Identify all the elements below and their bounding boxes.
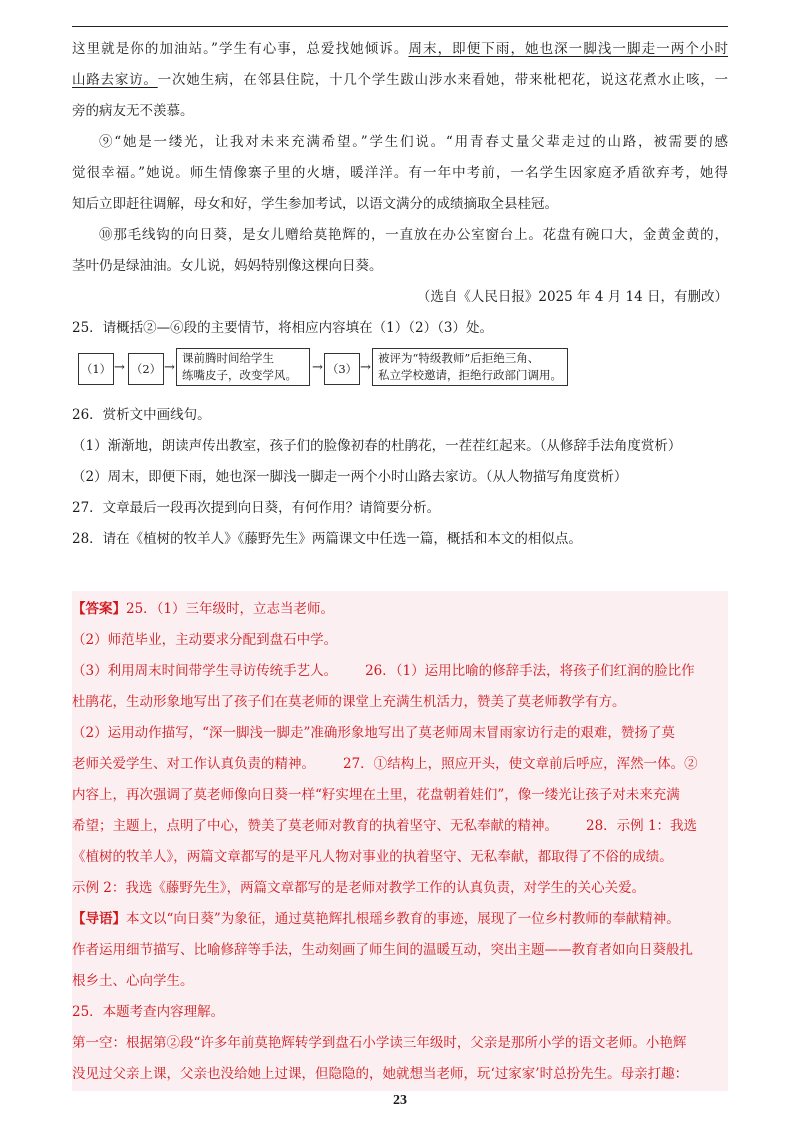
explanation-line: 25．本题考查内容理解。 [72,1004,225,1020]
guide-line: 根乡土、心向学生。 [72,973,194,989]
answer-line [72,656,728,687]
question-28: 28．请在《植树的牧羊人》《藤野先生》两篇课文中任选一篇，概括和本文的相似点。 [72,531,582,547]
passage-line [72,65,728,96]
passage-text: 一次她生病，在邻县住院，十几个学生跋山涉水来看她，带来枇杷花，说这花煮水止咳，一 [157,72,729,88]
answer-line [72,594,728,625]
answer-line [72,749,728,780]
answer-line: （2）运用动作描写，“深一脚浅一脚走”准确形象地写出了莫老师周末冒雨家访行走的艰难，赞扬了莫 [72,725,675,741]
guide-text: 本文以“向日葵”为象征，通过莫艳辉扎根瑶乡教育的事迹，展现了一位乡村教师的奉献精神。 [126,911,680,927]
flow-blank-1: （1） [78,353,114,385]
question-27: 27．文章最后一段再次提到向日葵，有何作用？请简要分析。 [72,500,441,516]
answer-text: （3）利用周末时间带学生寻访传统手艺人。 [72,663,338,679]
flow-blank-2: （2） [128,353,164,385]
answer-line: 示例 2：我选《藤野先生》，两篇文章都写的是老师对教学工作的认真负责，对学生的关心关爱。 [72,880,646,896]
explanation-line: 没见过父亲上课，父亲也没给她上过课，但隐隐的，她就想当老师，玩‘过家家’时总扮先生。母亲打趣： [72,1066,689,1082]
page-number: 23 [393,1093,407,1108]
explanation-line: 第一空：根据第②段“许多年前莫艳辉转学到盘石小学读三年级时，父亲是那所小学的语文老师。小艳辉 [72,1035,687,1051]
paragraph-9: ⑨“她是一缕光，让我对未来充满希望。”学生们说。“用青春丈量父辈走过的山路，被需要的感 [99,134,728,150]
passage-text: 这里就是你的加油站。”学生有心事，总爱找她倾诉。 [72,41,409,57]
paragraph-10: ⑩那毛线钩的向日葵，是女儿赠给莫艳辉的，一直放在办公室窗台上。花盘有碗口大，金黄金黄的， [99,227,728,243]
answer-line: 《植树的牧羊人》，两篇文章都写的是平凡人物对事业的执着坚守、无私奉献，都取得了不俗的成绩。 [72,849,673,865]
answer-text: 希望；主题上，点明了中心，赞美了莫老师对教育的执着坚守、无私奉献的精神。 [72,818,558,834]
answer-line: （2）师范毕业，主动要求分配到盘石中学。 [72,632,338,648]
guide-tag: 【导语】 [72,911,126,927]
answer-line [72,811,728,842]
passage-line: 旁的病友无不羡慕。 [72,103,194,119]
plot-flowchart [72,344,728,400]
answer-tag: 【答案】 [72,601,126,617]
flow-step-text: 课前腾时间给学生 [182,351,274,365]
flow-arrow-icon: → [114,360,125,375]
flow-step-text: 私立学校邀请，拒绝行政部门调用。 [378,368,562,382]
passage-line: 觉很幸福。”她说。师生情像寨子里的火塘，暖洋洋。有一年中考前，一名学生因家庭矛盾欲弃考，她得 [72,165,728,181]
question-26-1: （1）渐渐地，朗读声传出教室，孩子们的脸像初春的杜鹃花，一茬茬红起来。（从修辞手法角度赏析） [72,438,682,454]
question-26-2: （2）周末，即便下雨，她也深一脚浅一脚走一两个小时山路去家访。（从人物描写角度赏析） [72,469,628,485]
question-25: 25．请概括②—⑥段的主要情节，将相应内容填在（1）（2）（3）处。 [72,320,493,336]
answer-line: 杜鹃花，生动形象地写出了孩子们在莫老师的课堂上充满生机活力，赞美了莫老师教学有方。 [72,694,626,710]
flow-arrow-icon: → [360,360,371,375]
passage-line: 知后立即赶往调解，母女和好，学生参加考试，以语文满分的成绩摘取全县桂冠。 [72,196,558,212]
flow-step-5 [372,348,568,386]
header-rule [72,26,728,27]
passage-and-questions [72,34,728,555]
answer-line: 内容上，再次强调了莫老师像向日葵一样“籽实埋在土里，花盘朝着娃们”，像一缕光让孩子对未来充满 [72,787,680,803]
underlined-sentence: 山路去家访。 [72,72,158,88]
source-citation: （选自《人民日报》2025 年 4 月 14 日，有删改） [416,289,728,305]
flow-step-3 [176,348,310,386]
answer-text: 28．示例 1：我选 [586,818,698,834]
flow-step-text: 被评为“特级教师”后拒绝三角、 [378,351,540,365]
passage-line [72,34,728,65]
question-26: 26．赏析文中画线句。 [72,407,211,423]
guide-line [72,904,728,935]
guide-line: 作者运用细节描写、比喻修辞等手法，生动刻画了师生间的温暖互动，突出主题——教育者如向日葵般扎 [72,942,693,958]
answer-text: 老师关爱学生、对工作认真负责的精神。 [72,756,315,772]
answer-text: 26．（1）运用比喻的修辞手法，将孩子们红润的脸比作 [365,663,695,679]
answer-text: 27．①结构上，照应开头，使文章前后呼应，浑然一体。② [343,756,698,772]
answer-section [72,591,728,1091]
flow-arrow-icon: → [312,360,323,375]
answer-text: 25．（1）三年级时，立志当老师。 [126,601,335,617]
flow-step-text: 练嘴皮子，改变学风。 [182,368,297,382]
passage-line: 茎叶仍是绿油油。女儿说，妈妈特别像这棵向日葵。 [72,258,383,274]
underlined-sentence: 周末，即便下雨，她也深一脚浅一脚走一两个小时 [408,41,728,57]
flow-arrow-icon: → [164,360,175,375]
flow-blank-3: （3） [324,353,360,385]
